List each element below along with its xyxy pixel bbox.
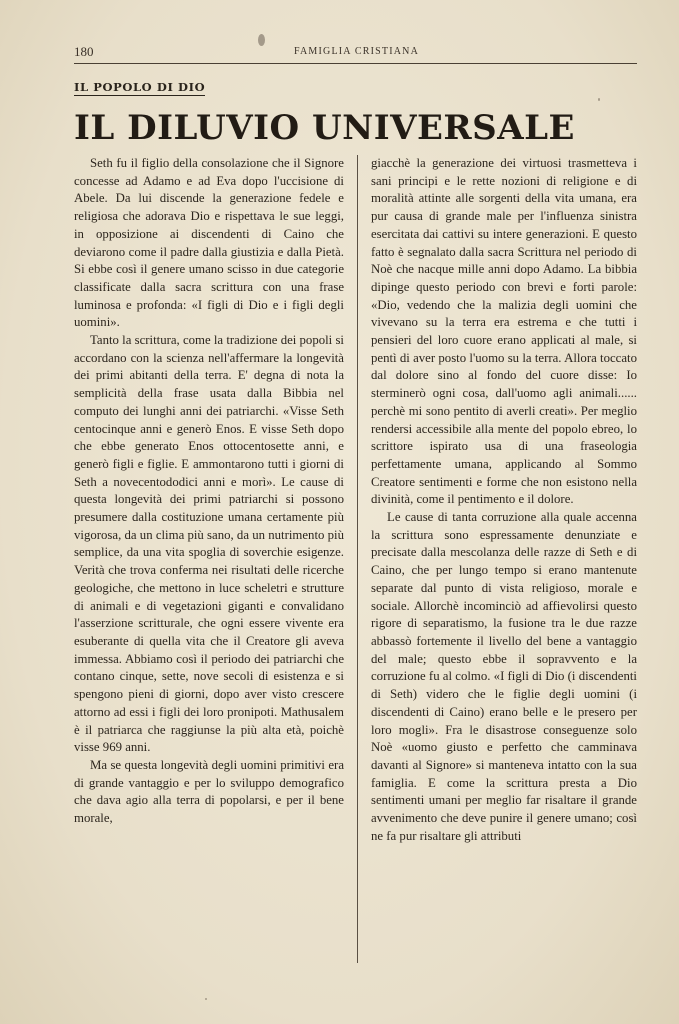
header-rule xyxy=(74,63,637,64)
paragraph: Seth fu il figlio della consolazione che il Signore concesse ad Adamo e ad Eva dopo l'uccisione di Abele. Da lui discende la generazione fedele e religiosa che adorava Dio e rispettava le sue leggi, in opposizione ai discendenti di Caino che deviarono come il padre dalla giustizia e dalla Pietà. Si ebbe così il genere umano scisso in due categorie classificate dalla sacra scrittura con una frase luminosa e profonda: «I figli di Dio e i figli degli uomini». xyxy=(74,156,344,330)
paragraph: Tanto la scrittura, come la tradizione dei popoli si accordano con la scienza nell'affermare la longevità dei primi abitanti della terra. E' degna di nota la semplicità della frase usata dalla Bibbia nel computo dei lunghi anni dei patriarchi. «Visse Seth centocinque anni e generò Enos. E visse Seth dopo che ebbe generato Enos ottocentosette anni, e generò figli e figlie. E ammontarono tutti i giorni di Seth a novecentododici anni e morì». Le cause di questa longevità dei primi patriarchi si possono presumere dalla costituzione umana certamente più vigorosa, da un clima più sano, da un nutrimento più semplice, da una vita spoglia di soverchie esigenze. Verità che trova conferma nei risultati delle ricerche geologiche, che mettono in luce scheletri e strutture di animali e di vegetazioni giganti e convalidano l'asserzione scritturale, che ogni essere vivente era esuberante di quella vita che il Creatore gli aveva immessa. Abbiamo così il periodo dei patriarchi che contano cinque, sette, nove secoli di esistenza e si spengono pieni di giorni, dopo aver visto crescere attorno ad essi i figli dei loro pronipoti. Mathusalem è il patriarca che raggiunse la più alta età, poichè visse 969 anni. xyxy=(74,333,344,755)
paper-speck xyxy=(258,34,265,46)
paragraph: giacchè la generazione dei virtuosi trasmetteva i sani principi e le rette nozioni di religione e di moralità attinte alle sorgenti della vita umana, era pur causa di grande male per l'influenza sinistra esercitata dai cattivi su intere generazioni. E questo fatto è segnalato dalla sacra Scrittura nel periodo di Noè che nacque mille anni dopo Adamo. La bibbia dipinge questo periodo con brevi e forti parole: «Dio, vedendo che la malizia degli uomini che vivevano su la terra era estrema e che tutti i pensieri del loro cuore erano applicati al male, si pentì di aver posto l'uomo su la terra. Allora toccato dal dolore sino al fondo del cuore disse: Io sterminerò ogni cosa, dall'uomo agli animali...... perchè mi sono pentito di averli creati». Per meglio rendersi accessibile alla mente del popolo ebreo, lo scrittore ispirato usa di una fraseologia perfettamente umana, applicando al Sommo Creatore sentimenti e forme che non esistono nella divinità, come il pentimento e il dolore. xyxy=(371,156,637,507)
paper-speck xyxy=(598,98,600,101)
page-number: 180 xyxy=(74,44,94,59)
article-column-left xyxy=(74,155,344,828)
paragraph: Ma se questa longevità degli uomini primitivi era di grande vantaggio e per lo sviluppo demografico che dava agio alla terra di popolarsi, e per il bene morale, xyxy=(74,757,344,826)
paragraph: Le cause di tanta corruzione alla quale accenna la scrittura sono espressamente denunziate e precisate dalla mescolanza delle razze di Seth e di Caino, che per lungo tempo si erano mantenute separate dal punto di vista religioso, morale e sociale. Allorchè incominciò ad affievolirsi questo rigore di separatismo, la fusione tra le due razze abbassò fortemente il livello del bene a vantaggio del male; questo ebbe il sopravvento e la corruzione fu al colmo. «I figli di Dio (i discendenti di Seth) videro che le figlie degli uomini (i discendenti di Caino) erano belle e le presero per loro mogli». Fra le disastrose conseguenze solo Noè «uomo giusto e perfetto che camminava davanti al Signore» si manteneva intatto con la sua famiglia. E come la scrittura presta a Dio sentimenti umani per meglio far risaltare il grande avvenimento che deve punire il genere umano; così ne fa pur risaltare gli attributi xyxy=(371,510,637,843)
paper-speck xyxy=(205,998,207,1000)
article-headline: IL DILUVIO UNIVERSALE xyxy=(74,108,575,148)
column-divider xyxy=(357,155,358,963)
article-column-right xyxy=(371,155,637,845)
magazine-title: FAMIGLIA CRISTIANA xyxy=(293,46,420,57)
section-label: IL POPOLO DI DIO xyxy=(74,80,206,94)
